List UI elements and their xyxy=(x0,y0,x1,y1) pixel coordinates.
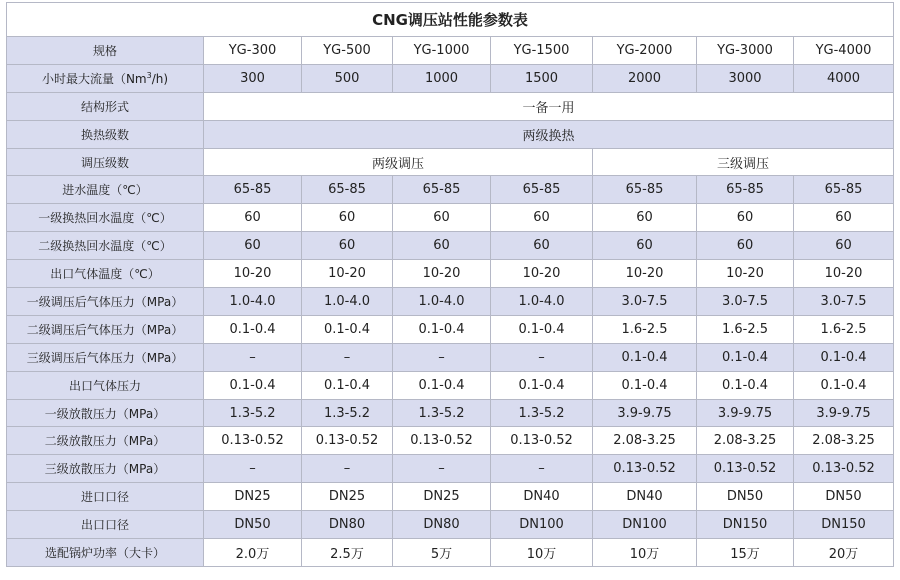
row-label: 一级放散压力（MPa） xyxy=(7,399,204,427)
spec-table-body xyxy=(7,3,894,567)
value-cell: 1.3-5.2 xyxy=(491,399,593,427)
value-cell: – xyxy=(204,343,302,371)
value-cell: 60 xyxy=(302,204,393,232)
value-cell: 0.1-0.4 xyxy=(593,343,697,371)
value-cell: DN150 xyxy=(794,511,894,539)
value-cell: 10-20 xyxy=(593,260,697,288)
value-cell: DN25 xyxy=(393,483,491,511)
value-cell: 60 xyxy=(302,232,393,260)
flow-label-sup: 3 xyxy=(146,70,152,80)
model-cell: YG-4000 xyxy=(794,37,894,65)
heat-exchange-label: 换热级数 xyxy=(7,120,204,148)
model-cell: YG-500 xyxy=(302,37,393,65)
value-cell: – xyxy=(393,343,491,371)
value-cell: 10万 xyxy=(491,539,593,567)
value-cell: 60 xyxy=(204,204,302,232)
value-cell: DN150 xyxy=(697,511,794,539)
row-label: 进水温度（℃） xyxy=(7,176,204,204)
value-cell: 60 xyxy=(393,204,491,232)
value-cell: 3.0-7.5 xyxy=(697,288,794,316)
flow-label-post: /h) xyxy=(151,71,169,86)
value-cell: 3.9-9.75 xyxy=(697,399,794,427)
flow-cell: 500 xyxy=(302,64,393,92)
value-cell: DN25 xyxy=(302,483,393,511)
row-label: 出口口径 xyxy=(7,511,204,539)
value-cell: 0.1-0.4 xyxy=(302,371,393,399)
value-cell: 0.13-0.52 xyxy=(697,455,794,483)
value-cell: DN50 xyxy=(204,511,302,539)
table-row xyxy=(7,539,894,567)
value-cell: 5万 xyxy=(393,539,491,567)
value-cell: 0.13-0.52 xyxy=(794,455,894,483)
value-cell: 60 xyxy=(393,232,491,260)
heat-exchange-row xyxy=(7,120,894,148)
value-cell: 0.1-0.4 xyxy=(794,343,894,371)
value-cell: 0.1-0.4 xyxy=(393,315,491,343)
value-cell: 1.3-5.2 xyxy=(302,399,393,427)
flow-cell: 1500 xyxy=(491,64,593,92)
value-cell: 0.1-0.4 xyxy=(794,371,894,399)
row-label: 三级放散压力（MPa） xyxy=(7,455,204,483)
row-label: 进口口径 xyxy=(7,483,204,511)
model-cell: YG-3000 xyxy=(697,37,794,65)
value-cell: 1.6-2.5 xyxy=(697,315,794,343)
flow-cell: 3000 xyxy=(697,64,794,92)
value-cell: 10-20 xyxy=(204,260,302,288)
flow-cell: 1000 xyxy=(393,64,491,92)
row-label: 二级调压后气体压力（MPa） xyxy=(7,315,204,343)
value-cell: 1.0-4.0 xyxy=(204,288,302,316)
value-cell: 0.13-0.52 xyxy=(491,427,593,455)
value-cell: 2.0万 xyxy=(204,539,302,567)
value-cell: 60 xyxy=(794,232,894,260)
value-cell: – xyxy=(491,343,593,371)
value-cell: 60 xyxy=(204,232,302,260)
value-cell: 65-85 xyxy=(794,176,894,204)
value-cell: 1.0-4.0 xyxy=(393,288,491,316)
value-cell: 10-20 xyxy=(794,260,894,288)
value-cell: 0.1-0.4 xyxy=(204,315,302,343)
value-cell: 60 xyxy=(593,204,697,232)
table-row xyxy=(7,204,894,232)
value-cell: 60 xyxy=(491,204,593,232)
value-cell: DN100 xyxy=(491,511,593,539)
table-row xyxy=(7,288,894,316)
value-cell: DN100 xyxy=(593,511,697,539)
value-cell: 10-20 xyxy=(491,260,593,288)
row-label: 出口气体温度（℃） xyxy=(7,260,204,288)
value-cell: 20万 xyxy=(794,539,894,567)
value-cell: 10-20 xyxy=(697,260,794,288)
value-cell: DN25 xyxy=(204,483,302,511)
value-cell: 1.0-4.0 xyxy=(302,288,393,316)
value-cell: 1.6-2.5 xyxy=(593,315,697,343)
value-cell: 15万 xyxy=(697,539,794,567)
value-cell: 0.1-0.4 xyxy=(204,371,302,399)
value-cell: 1.3-5.2 xyxy=(204,399,302,427)
row-label: 一级换热回水温度（℃） xyxy=(7,204,204,232)
row-label: 三级调压后气体压力（MPa） xyxy=(7,343,204,371)
flow-cell: 4000 xyxy=(794,64,894,92)
value-cell: 0.1-0.4 xyxy=(491,371,593,399)
value-cell: 0.1-0.4 xyxy=(393,371,491,399)
value-cell: DN80 xyxy=(302,511,393,539)
value-cell: 3.9-9.75 xyxy=(794,399,894,427)
table-row xyxy=(7,343,894,371)
model-cell: YG-1500 xyxy=(491,37,593,65)
value-cell: 1.3-5.2 xyxy=(393,399,491,427)
row-label: 二级换热回水温度（℃） xyxy=(7,232,204,260)
table-row xyxy=(7,427,894,455)
value-cell: DN50 xyxy=(697,483,794,511)
value-cell: 0.1-0.4 xyxy=(697,371,794,399)
value-cell: 65-85 xyxy=(393,176,491,204)
value-cell: 60 xyxy=(794,204,894,232)
value-cell: 65-85 xyxy=(697,176,794,204)
structure-value: 一备一用 xyxy=(204,92,894,120)
value-cell: 0.13-0.52 xyxy=(593,455,697,483)
value-cell: 65-85 xyxy=(593,176,697,204)
table-row xyxy=(7,399,894,427)
table-row xyxy=(7,176,894,204)
value-cell: – xyxy=(302,343,393,371)
structure-label: 结构形式 xyxy=(7,92,204,120)
table-row xyxy=(7,315,894,343)
value-cell: 3.0-7.5 xyxy=(794,288,894,316)
value-cell: – xyxy=(302,455,393,483)
value-cell: 60 xyxy=(697,204,794,232)
model-cell: YG-1000 xyxy=(393,37,491,65)
value-cell: 2.08-3.25 xyxy=(794,427,894,455)
value-cell: 2.08-3.25 xyxy=(697,427,794,455)
header-row xyxy=(7,37,894,65)
value-cell: 65-85 xyxy=(302,176,393,204)
value-cell: 10万 xyxy=(593,539,697,567)
model-cell: YG-300 xyxy=(204,37,302,65)
value-cell: 10-20 xyxy=(302,260,393,288)
flow-label xyxy=(7,64,204,92)
model-cell: YG-2000 xyxy=(593,37,697,65)
value-cell: – xyxy=(393,455,491,483)
value-cell: 0.1-0.4 xyxy=(302,315,393,343)
value-cell: 0.1-0.4 xyxy=(697,343,794,371)
value-cell: 60 xyxy=(491,232,593,260)
table-title: CNG调压站性能参数表 xyxy=(7,3,894,37)
value-cell: DN40 xyxy=(491,483,593,511)
value-cell: 2.5万 xyxy=(302,539,393,567)
value-cell: – xyxy=(491,455,593,483)
table-row xyxy=(7,511,894,539)
spec-table xyxy=(6,2,894,567)
regulation-value-three-stage: 三级调压 xyxy=(593,148,894,176)
table-row xyxy=(7,455,894,483)
regulation-value-two-stage: 两级调压 xyxy=(204,148,593,176)
value-cell: – xyxy=(204,455,302,483)
value-cell: 65-85 xyxy=(491,176,593,204)
row-label: 一级调压后气体压力（MPa） xyxy=(7,288,204,316)
value-cell: 1.0-4.0 xyxy=(491,288,593,316)
value-cell: 10-20 xyxy=(393,260,491,288)
value-cell: DN80 xyxy=(393,511,491,539)
flow-row xyxy=(7,64,894,92)
row-label: 选配锅炉功率（大卡） xyxy=(7,539,204,567)
value-cell: 0.13-0.52 xyxy=(302,427,393,455)
row-label: 二级放散压力（MPa） xyxy=(7,427,204,455)
flow-cell: 2000 xyxy=(593,64,697,92)
table-row xyxy=(7,371,894,399)
value-cell: 1.6-2.5 xyxy=(794,315,894,343)
heat-exchange-value: 两级换热 xyxy=(204,120,894,148)
table-row xyxy=(7,260,894,288)
title-row xyxy=(7,3,894,37)
flow-label-pre: 小时最大流量（Nm xyxy=(41,71,147,86)
regulation-row xyxy=(7,148,894,176)
row-label: 出口气体压力 xyxy=(7,371,204,399)
value-cell: 0.13-0.52 xyxy=(204,427,302,455)
value-cell: 3.9-9.75 xyxy=(593,399,697,427)
value-cell: 3.0-7.5 xyxy=(593,288,697,316)
structure-row xyxy=(7,92,894,120)
value-cell: 0.1-0.4 xyxy=(593,371,697,399)
table-row xyxy=(7,483,894,511)
flow-cell: 300 xyxy=(204,64,302,92)
header-label: 规格 xyxy=(7,37,204,65)
value-cell: 60 xyxy=(697,232,794,260)
regulation-label: 调压级数 xyxy=(7,148,204,176)
value-cell: DN40 xyxy=(593,483,697,511)
value-cell: DN50 xyxy=(794,483,894,511)
value-cell: 60 xyxy=(593,232,697,260)
value-cell: 0.13-0.52 xyxy=(393,427,491,455)
value-cell: 65-85 xyxy=(204,176,302,204)
table-row xyxy=(7,232,894,260)
value-cell: 0.1-0.4 xyxy=(491,315,593,343)
value-cell: 2.08-3.25 xyxy=(593,427,697,455)
